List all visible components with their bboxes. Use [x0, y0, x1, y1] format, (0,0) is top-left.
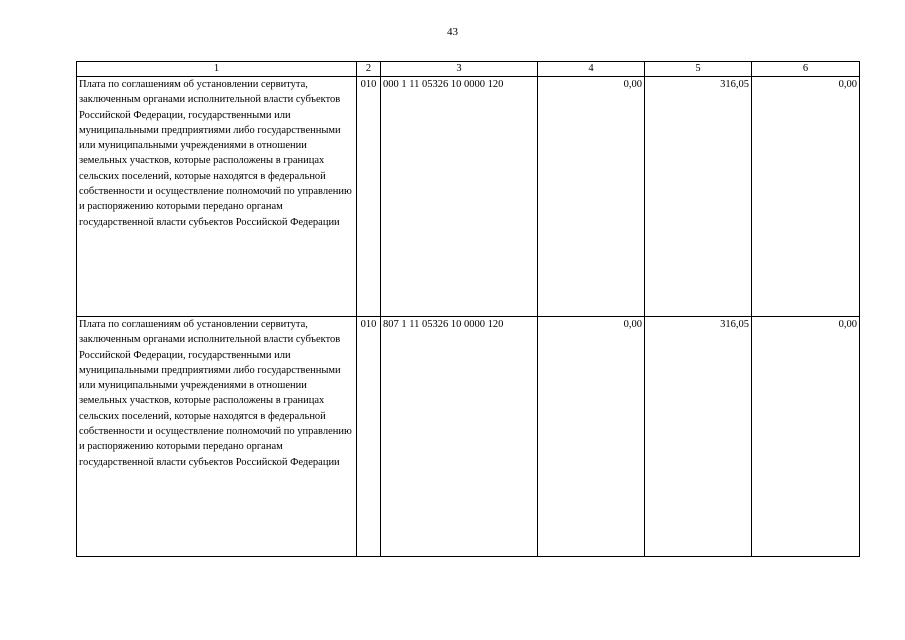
column-header-5: 5: [645, 62, 752, 77]
value-col5-cell: 316,05: [645, 317, 752, 557]
column-header-2: 2: [357, 62, 381, 77]
budget-code-cell: 807 1 11 05326 10 0000 120: [381, 317, 538, 557]
column-header-3: 3: [381, 62, 538, 77]
table-row: [77, 317, 860, 557]
table-row: [77, 77, 860, 317]
column-header-4: 4: [538, 62, 645, 77]
budget-table: [76, 61, 860, 557]
value-col5-cell: 316,05: [645, 77, 752, 317]
page-number: 43: [447, 26, 458, 38]
column-header-6: 6: [752, 62, 860, 77]
admin-code-cell: 010: [357, 317, 381, 557]
value-col6-cell: 0,00: [752, 317, 860, 557]
value-col6-cell: 0,00: [752, 77, 860, 317]
budget-code-cell: 000 1 11 05326 10 0000 120: [381, 77, 538, 317]
row-name-cell: Плата по соглашениям об установлении сервитута, заключенным органами исполнительной власти субъектов Российской Федерации, государственными или муниципальными предприятиями либо государственными или муниципальными учреждениями в отношении земельных участков, которые расположены в границах сельских поселений, которые находятся в федеральной собственности и осуществление полномочий по управлению и распоряжению которыми передано органам государственной власти субъектов Российской Федерации: [77, 77, 357, 317]
value-col4-cell: 0,00: [538, 77, 645, 317]
row-name-cell: Плата по соглашениям об установлении сервитута, заключенным органами исполнительной власти субъектов Российской Федерации, государственными или муниципальными предприятиями либо государственными или муниципальными учреждениями в отношении земельных участков, которые расположены в границах сельских поселений, которые находятся в федеральной собственности и осуществление полномочий по управлению и распоряжению которыми передано органам государственной власти субъектов Российской Федерации: [77, 317, 357, 557]
table-header-row: [77, 62, 860, 77]
column-header-1: 1: [77, 62, 357, 77]
value-col4-cell: 0,00: [538, 317, 645, 557]
admin-code-cell: 010: [357, 77, 381, 317]
